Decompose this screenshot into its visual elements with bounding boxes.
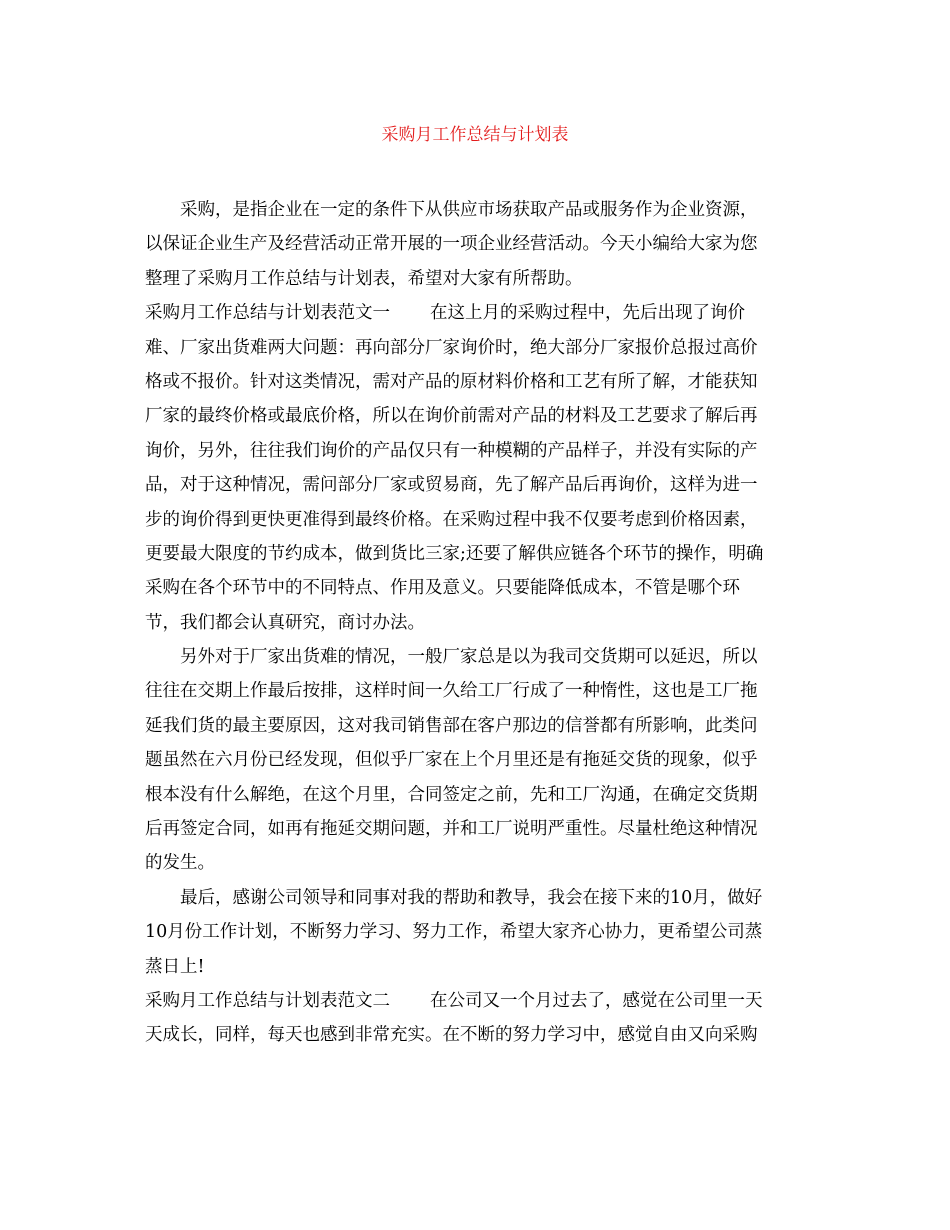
section-heading-sample-one: 采购月工作总结与计划表范文一 <box>145 303 390 324</box>
text-line: 采购在各个环节中的不同特点、作用及意义。只要能降低成本，不管是哪个环 <box>145 578 740 599</box>
text-line: 的发生。 <box>145 853 215 874</box>
text-line: 10月份工作计划，不断努力学习、努力工作，希望大家齐心协力，更希望公司蒸 <box>145 922 763 943</box>
supplier-delay-paragraph <box>145 640 810 881</box>
text-line: 采购，是指企业在一定的条件下从供应市场获取产品或服务作为企业资源， <box>180 200 758 220</box>
text-line: 天成长，同样，每天也感到非常充实。在不断的努力学习中，感觉自由又向采购 <box>145 1025 758 1046</box>
text-line: 根本没有什么解绝，在这个月里，合同签定之前，先和工厂沟通，在确定交货期 <box>145 784 758 805</box>
closing-paragraph <box>145 881 810 984</box>
text-line: 厂家的最终价格或最底价格，所以在询价前需对产品的材料及工艺要求了解后再 <box>145 406 758 427</box>
text-line: 以保证企业生产及经营活动正常开展的一项企业经营活动。今天小编给大家为您 <box>145 234 758 255</box>
page-title: 采购月工作总结与计划表 <box>381 125 569 145</box>
text-line: 蒸日上! <box>145 956 205 977</box>
intro-paragraph <box>145 193 810 296</box>
text-line: 格或不报价。针对这类情况，需对产品的原材料价格和工艺有所了解，才能获知 <box>145 371 758 392</box>
sample-one-paragraph <box>145 296 810 640</box>
text-line: 整理了采购月工作总结与计划表，希望对大家有所帮助。 <box>145 268 583 289</box>
section-heading-sample-two: 采购月工作总结与计划表范文二 <box>145 990 390 1011</box>
text-segment: 在公司又一个月过去了，感觉在公司里一天 <box>430 990 763 1011</box>
text-line: 品，对于这种情况，需问部分厂家或贸易商，先了解产品后再询价，这样为进一 <box>145 475 758 496</box>
text-line: 难、厂家出货难两大问题：再向部分厂家询价时，绝大部分厂家报价总报过高价 <box>145 337 758 358</box>
text-segment: 在这上月的采购过程中，先后出现了询价 <box>430 303 745 324</box>
text-line: 节，我们都会认真研究，商讨办法。 <box>145 612 425 633</box>
text-line: 延我们货的最主要原因，这对我司销售部在客户那边的信誉都有所影响，此类问 <box>145 715 758 736</box>
text-line: 往往在交期上作最后按排，这样时间一久给工厂行成了一种惰性，这也是工厂拖 <box>145 681 758 702</box>
text-line: 询价，另外，往往我们询价的产品仅只有一种模糊的产品样子，并没有实际的产 <box>145 440 758 461</box>
text-line: 更要最大限度的节约成本，做到货比三家;还要了解供应链各个环节的操作，明确 <box>145 543 764 564</box>
text-line: 步的询价得到更快更准得到最终价格。在采购过程中我不仅要考虑到价格因素， <box>145 509 758 530</box>
document-body <box>145 193 810 1053</box>
sample-two-paragraph <box>145 984 810 1053</box>
text-line: 最后，感谢公司领导和同事对我的帮助和教导，我会在接下来的10月，做好 <box>180 887 763 908</box>
text-line: 后再签定合同，如再有拖延交期问题，并和工厂说明严重性。尽量杜绝这种情况 <box>145 819 758 840</box>
text-line: 题虽然在六月份已经发现，但似乎厂家在上个月里还是有拖延交货的现象，似乎 <box>145 750 758 771</box>
text-line: 另外对于厂家出货难的情况，一般厂家总是以为我司交货期可以延迟，所以 <box>180 647 758 668</box>
text-line <box>145 984 810 1018</box>
text-line <box>145 296 810 330</box>
